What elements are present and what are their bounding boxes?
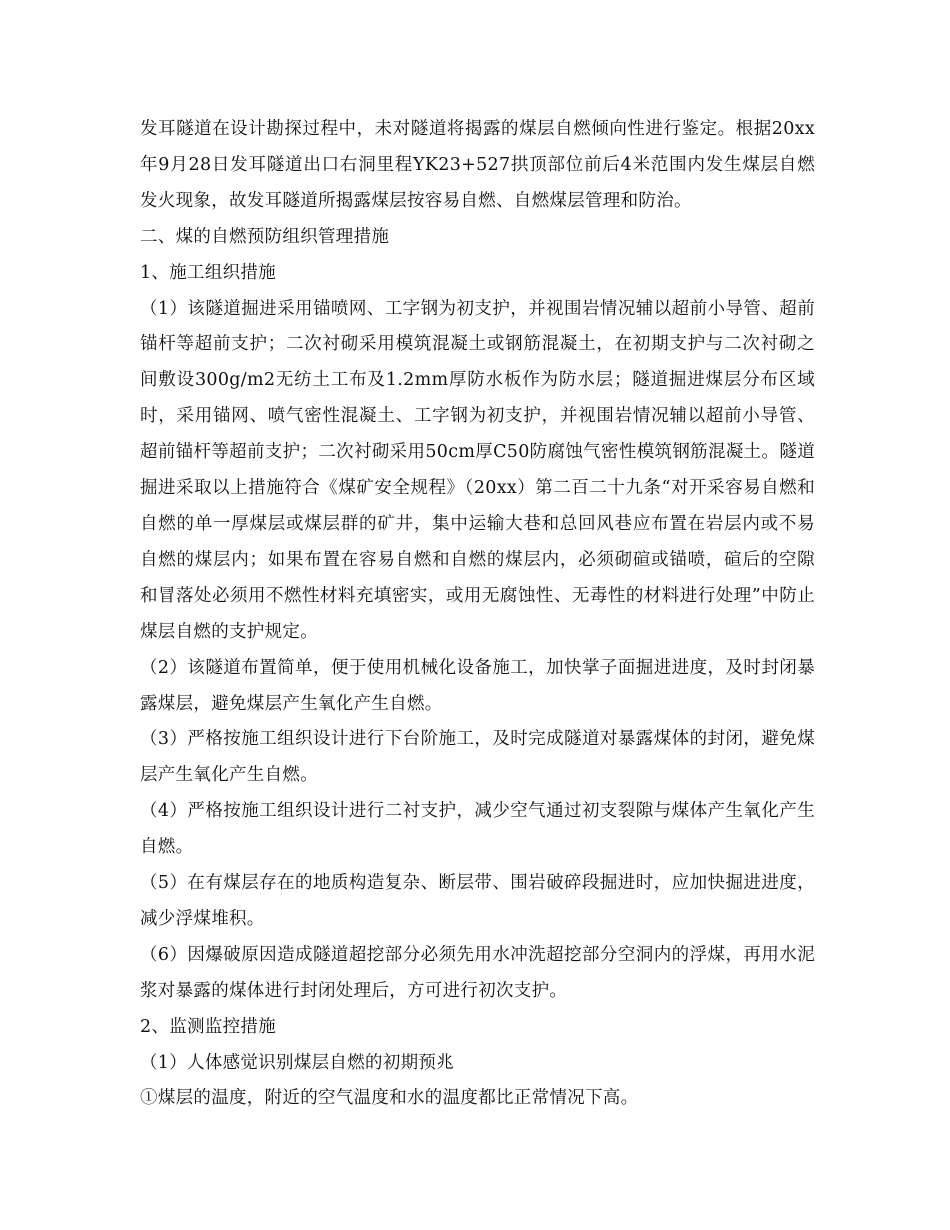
list-item-2: （2）该隧道布置简单，便于使用机械化设备施工，加快掌子面掘进进度，及时封闭暴露煤层，避免煤层产生氧化产生自燃。 (140, 657, 815, 714)
document-body (140, 112, 815, 1117)
list-item-3: （3）严格按施工组织设计进行下台阶施工，及时完成隧道对暴露煤体的封闭，避免煤层产生氧化产生自燃。 (140, 729, 815, 786)
section-heading-2: 二、煤的自燃预防组织管理措施 (140, 226, 390, 247)
paragraph-intro: 发耳隧道在设计勘探过程中，未对隧道将揭露的煤层自燃倾向性进行鉴定。根据20xx年9月28日发耳隧道出口右洞里程YK23+527拱顶部位前后4米范围内发生煤层自燃发火现象，故发耳隧道所揭露煤层按容易自燃、自燃煤层管理和防治。 (140, 119, 815, 211)
monitoring-item-1: （1）人体感觉识别煤层自燃的初期预兆 (140, 1052, 455, 1073)
subsection-heading-construction: 1、施工组织措施 (140, 262, 277, 283)
list-item-5: （5）在有煤层存在的地质构造复杂、断层带、围岩破碎段掘进时，应加快掘进进度，减少浮煤堆积。 (140, 873, 815, 929)
list-item-6: （6）因爆破原因造成隧道超挖部分必须先用水冲洗超挖部分空洞内的浮煤，再用水泥浆对暴露的煤体进行封闭处理后，方可进行初次支护。 (140, 944, 815, 1001)
monitoring-subitem-1: ①煤层的温度，附近的空气温度和水的温度都比正常情况下高。 (140, 1088, 639, 1109)
list-item-1: （1）该隧道掘进采用锚喷网、工字钢为初支护，并视围岩情况辅以超前小导管、超前锚杆等超前支护；二次衬砌采用模筑混凝土或钢筋混凝土，在初期支护与二次衬砌之间敷设300g/m2无纺土工布及1.2mm厚防水板作为防水层；隧道掘进煤层分布区域时，采用锚网、喷气密性混凝土、工字钢为初支护，并视围岩情况辅以超前小导管、超前锚杆等超前支护；二次衬砌采用50cm厚C50防腐蚀气密性模筑钢筋混凝土。隧道掘进采取以上措施符合《煤矿安全规程》（20xx）第二百二十九条“对开采容易自燃和自燃的单一厚煤层或煤层群的矿井，集中运输大巷和总回风巷应布置在岩层内或不易自燃的煤层内；如果布置在容易自燃和自燃的煤层内，必须砌碹或锚喷，碹后的空隙和冒落处必须用不燃性材料充填密实，或用无腐蚀性、无毒性的材料进行处理”中防止煤层自燃的支护规定。 (140, 298, 815, 642)
list-item-4: （4）严格按施工组织设计进行二衬支护，减少空气通过初支裂隙与煤体产生氧化产生自燃。 (140, 801, 815, 858)
subsection-heading-monitoring: 2、监测监控措施 (140, 1016, 277, 1037)
